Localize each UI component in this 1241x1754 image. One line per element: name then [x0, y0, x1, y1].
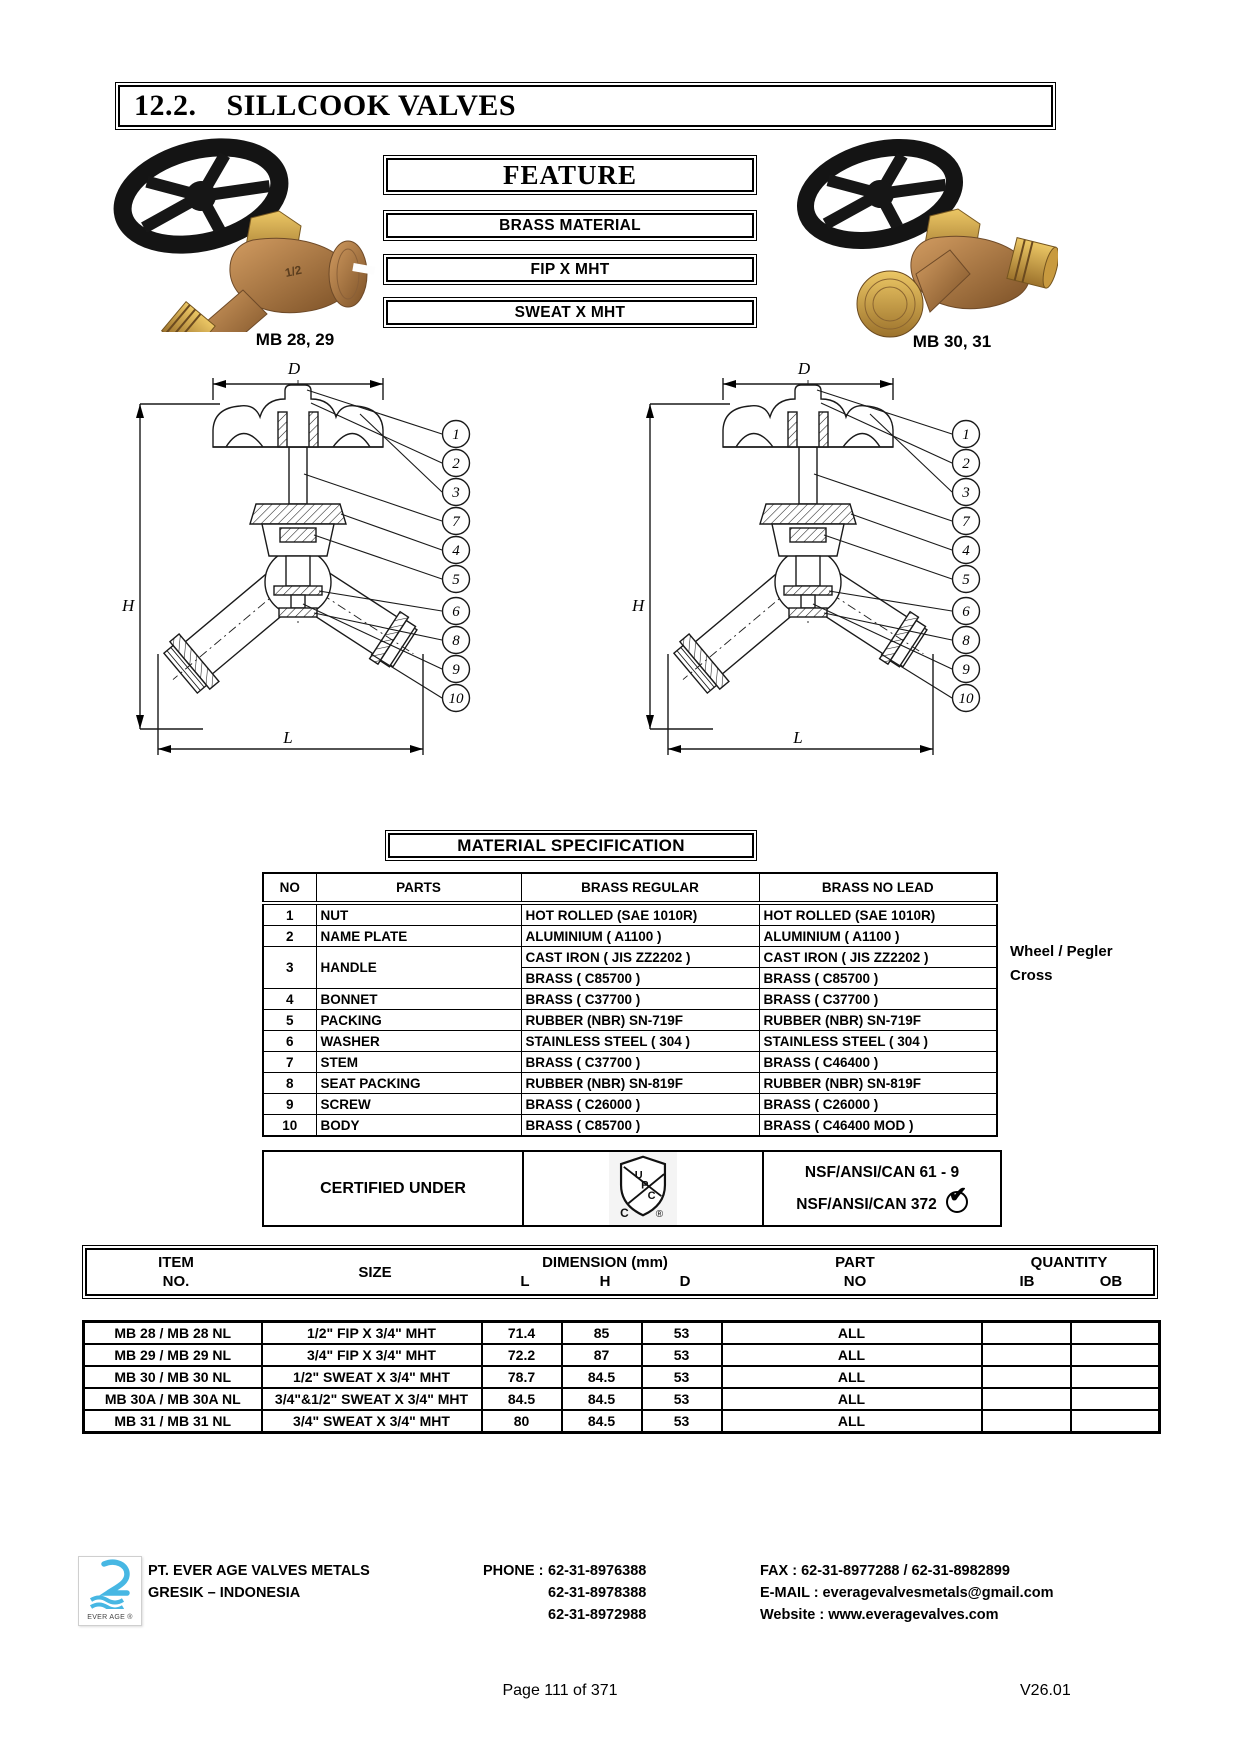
header-part: PART	[835, 1254, 875, 1271]
cell-ob	[1071, 1366, 1160, 1388]
phone-number: 62-31-8976388	[548, 1563, 647, 1579]
cell-part: BONNET	[316, 989, 521, 1010]
cell-item: MB 30 / MB 30 NL	[84, 1366, 262, 1388]
part-row	[263, 1073, 997, 1094]
callout-4: 4	[452, 543, 460, 559]
size-table	[82, 1320, 1161, 1434]
photo-caption-right: MB 30, 31	[912, 332, 992, 351]
cell-part: ALL	[722, 1366, 982, 1388]
part-row	[263, 989, 997, 1010]
spec-header-row	[263, 873, 997, 903]
cell-h: 84.5	[562, 1388, 642, 1410]
everage-logo-icon	[82, 1557, 138, 1609]
callout-7: 7	[962, 514, 970, 530]
callout-8: 8	[452, 633, 460, 649]
callout-10: 10	[958, 691, 974, 707]
cell-part: STEM	[316, 1052, 521, 1073]
cell-part: SEAT PACKING	[316, 1073, 521, 1094]
cell-no: 2	[263, 926, 316, 947]
cell-regular: BRASS ( C85700 )	[521, 1115, 759, 1137]
cell-regular: BRASS ( C85700 )	[521, 968, 759, 989]
cell-ib	[982, 1322, 1071, 1345]
part-row	[263, 1031, 997, 1052]
nsf-line-1: NSF/ANSI/CAN 61 - 9	[804, 1163, 960, 1181]
cell-size: 1/2" SWEAT X 3/4" MHT	[262, 1366, 482, 1388]
table-row	[84, 1366, 1160, 1388]
company-city: GRESIK – INDONESIA	[148, 1585, 301, 1601]
photo-caption-left: MB 28, 29	[255, 330, 335, 349]
cell-ib	[982, 1388, 1071, 1410]
dimension-label-l: L	[283, 728, 293, 747]
callout-8: 8	[962, 633, 970, 649]
upc-cell	[522, 1152, 764, 1225]
cell-no: 7	[263, 1052, 316, 1073]
cell-no: 3	[263, 947, 316, 989]
cell-d: 53	[642, 1388, 722, 1410]
cell-part: ALL	[722, 1344, 982, 1366]
cell-part: ALL	[722, 1388, 982, 1410]
cell-regular: STAINLESS STEEL ( 304 )	[521, 1031, 759, 1052]
feature-item-brass-material: BRASS MATERIAL	[499, 216, 641, 234]
cell-d: 53	[642, 1344, 722, 1366]
upc-letter-p: P	[641, 1179, 649, 1192]
cell-h: 85	[562, 1322, 642, 1345]
cell-regular: ALUMINIUM ( A1100 )	[521, 926, 759, 947]
cell-part: NUT	[316, 903, 521, 926]
part-row	[263, 1094, 997, 1115]
col-header-parts: PARTS	[316, 873, 521, 903]
valve-photo-mb28-29	[103, 122, 377, 332]
cell-ob	[1071, 1344, 1160, 1366]
col-header-no: NO	[263, 873, 316, 903]
cell-regular: RUBBER (NBR) SN-719F	[521, 1010, 759, 1031]
page-number: Page 111 of 371	[502, 1682, 618, 1699]
cell-ob	[1071, 1388, 1160, 1410]
certified-under-box	[262, 1150, 1002, 1227]
header-ib: IB	[1019, 1273, 1035, 1290]
callout-9: 9	[452, 662, 460, 678]
email-line: E-MAIL : everagevalvesmetals@gmail.com	[760, 1585, 1054, 1601]
cell-no-lead: HOT ROLLED (SAE 1010R)	[759, 903, 997, 926]
feature-item-box	[383, 297, 757, 328]
handle-note-line1: Wheel / Pegler	[1010, 943, 1113, 960]
cell-ob	[1071, 1410, 1160, 1433]
phone-label: PHONE :	[483, 1563, 544, 1579]
header-size: SIZE	[358, 1263, 392, 1281]
callout-5: 5	[962, 572, 970, 588]
cell-l: 78.7	[482, 1366, 562, 1388]
cell-part: NAME PLATE	[316, 926, 521, 947]
cell-item: MB 29 / MB 29 NL	[84, 1344, 262, 1366]
cell-no-lead: STAINLESS STEEL ( 304 )	[759, 1031, 997, 1052]
nsf-cell	[764, 1152, 1000, 1225]
cell-ib	[982, 1410, 1071, 1433]
callout-4: 4	[962, 543, 970, 559]
cell-no: 5	[263, 1010, 316, 1031]
website-line: Website : www.everagevalves.com	[760, 1607, 999, 1623]
body-marking: 1/2	[283, 262, 303, 280]
part-row	[263, 1010, 997, 1031]
nsf-line-2	[796, 1181, 968, 1214]
handle-note-line2: Cross	[1010, 967, 1053, 984]
col-header-brass-regular: BRASS REGULAR	[521, 873, 759, 903]
valve-photo-mb30-31	[788, 124, 1058, 340]
cell-no-lead: BRASS ( C85700 )	[759, 968, 997, 989]
cell-ib	[982, 1344, 1071, 1366]
cell-part: WASHER	[316, 1031, 521, 1052]
header-quantity: QUANTITY	[1030, 1254, 1108, 1271]
header-dim-l: L	[520, 1273, 530, 1290]
header-item-no: NO.	[162, 1273, 190, 1290]
callout-10: 10	[448, 691, 464, 707]
cell-l: 72.2	[482, 1344, 562, 1366]
header-item: ITEM	[158, 1254, 194, 1271]
cell-no-lead: BRASS ( C37700 )	[759, 989, 997, 1010]
cell-no-lead: BRASS ( C46400 MOD )	[759, 1115, 997, 1137]
material-spec-heading-box	[385, 830, 757, 861]
part-row	[263, 1052, 997, 1073]
cell-part: ALL	[722, 1410, 982, 1433]
logo-caption: EVER AGE ®	[87, 1614, 133, 1621]
cell-h: 87	[562, 1344, 642, 1366]
upc-shield-logo	[609, 1152, 677, 1225]
part-row	[263, 1115, 997, 1137]
header-ob: OB	[1099, 1273, 1123, 1290]
cell-no: 10	[263, 1115, 316, 1137]
dimension-label-h: H	[122, 596, 135, 615]
cell-size: 1/2" FIP X 3/4" MHT	[262, 1322, 482, 1345]
cell-part: HANDLE	[316, 947, 521, 989]
cell-no: 8	[263, 1073, 316, 1094]
certified-under-label: CERTIFIED UNDER	[320, 1179, 466, 1197]
cell-l: 71.4	[482, 1322, 562, 1345]
cell-part: SCREW	[316, 1094, 521, 1115]
cell-ob	[1071, 1322, 1160, 1345]
phone-number: 62-31-8972988	[548, 1607, 647, 1623]
table-row	[84, 1344, 1160, 1366]
callout-9: 9	[962, 662, 970, 678]
cell-no-lead: BRASS ( C46400 )	[759, 1052, 997, 1073]
nsf-check-icon: ✔	[946, 1191, 968, 1213]
cell-part: ALL	[722, 1322, 982, 1345]
cell-regular: BRASS ( C26000 )	[521, 1094, 759, 1115]
callout-5: 5	[452, 572, 460, 588]
cell-no-lead: CAST IRON ( JIS ZZ2202 )	[759, 947, 997, 968]
cell-d: 53	[642, 1322, 722, 1345]
feature-item-fip-x-mht: FIP X MHT	[530, 260, 610, 278]
material-spec-table	[262, 872, 998, 1137]
cell-d: 53	[642, 1366, 722, 1388]
header-dimension: DIMENSION (mm)	[542, 1254, 668, 1271]
size-table-header-box	[82, 1245, 1158, 1299]
part-row	[263, 926, 997, 947]
cell-no-lead: ALUMINIUM ( A1100 )	[759, 926, 997, 947]
dimension-label-d: D	[797, 359, 811, 378]
contact-block	[760, 1560, 1054, 1626]
table-row	[84, 1410, 1160, 1433]
upc-letter-u: U	[634, 1169, 643, 1182]
valve-diagram-mb28-29	[108, 354, 508, 769]
callout-2: 2	[962, 456, 970, 472]
callout-7: 7	[452, 514, 460, 530]
callout-2: 2	[452, 456, 460, 472]
section-name: SILLCOOK VALVES	[226, 89, 517, 122]
cell-no-lead: BRASS ( C26000 )	[759, 1094, 997, 1115]
callout-6: 6	[962, 604, 970, 620]
feature-item-box	[383, 210, 757, 241]
cell-item: MB 30A / MB 30A NL	[84, 1388, 262, 1410]
valve-diagram-mb30-31	[618, 354, 1018, 769]
feature-heading: FEATURE	[502, 159, 637, 190]
company-name: PT. EVER AGE VALVES METALS	[148, 1563, 370, 1579]
callout-1: 1	[452, 427, 460, 443]
registered-mark: ®	[655, 1209, 664, 1218]
cell-part: BODY	[316, 1115, 521, 1137]
cell-no-lead: RUBBER (NBR) SN-819F	[759, 1073, 997, 1094]
cell-no: 6	[263, 1031, 316, 1052]
callout-1: 1	[962, 427, 970, 443]
cell-part: PACKING	[316, 1010, 521, 1031]
cell-l: 84.5	[482, 1388, 562, 1410]
callout-3: 3	[452, 485, 460, 501]
callout-3: 3	[962, 485, 970, 501]
version-label: V26.01	[1020, 1682, 1071, 1699]
feature-item-sweat-x-mht: SWEAT X MHT	[514, 303, 626, 321]
cell-regular: RUBBER (NBR) SN-819F	[521, 1073, 759, 1094]
phone-number: 62-31-8978388	[548, 1585, 647, 1601]
table-row	[84, 1322, 1160, 1345]
cell-no: 1	[263, 903, 316, 926]
cell-regular: BRASS ( C37700 )	[521, 1052, 759, 1073]
handle-type-note	[1010, 940, 1113, 988]
phone-numbers	[548, 1560, 646, 1626]
part-row	[263, 903, 997, 926]
cell-d: 53	[642, 1410, 722, 1433]
page-title	[134, 89, 516, 123]
fax-line: FAX : 62-31-8977288 / 62-31-8982899	[760, 1563, 1010, 1579]
part-row	[263, 947, 997, 968]
cell-h: 84.5	[562, 1366, 642, 1388]
material-spec-heading: MATERIAL SPECIFICATION	[457, 835, 685, 855]
upc-bottom-c: C	[620, 1206, 629, 1218]
cell-item: MB 28 / MB 28 NL	[84, 1322, 262, 1345]
header-dim-h: H	[599, 1273, 611, 1290]
dimension-label-d: D	[287, 359, 301, 378]
company-logo	[78, 1556, 142, 1626]
company-block	[148, 1560, 370, 1604]
cell-no-lead: RUBBER (NBR) SN-719F	[759, 1010, 997, 1031]
cell-regular: BRASS ( C37700 )	[521, 989, 759, 1010]
cell-ib	[982, 1366, 1071, 1388]
dimension-label-h: H	[632, 596, 645, 615]
cell-h: 84.5	[562, 1410, 642, 1433]
section-number: 12.2.	[134, 89, 197, 122]
table-row	[84, 1388, 1160, 1410]
dimension-label-l: L	[793, 728, 803, 747]
cell-no: 4	[263, 989, 316, 1010]
cell-size: 3/4" SWEAT X 3/4" MHT	[262, 1410, 482, 1433]
col-header-brass-no-lead: BRASS NO LEAD	[759, 873, 997, 903]
cell-no: 9	[263, 1094, 316, 1115]
callout-bubbles	[953, 421, 980, 712]
cell-size: 3/4" FIP X 3/4" MHT	[262, 1344, 482, 1366]
callout-6: 6	[452, 604, 460, 620]
callout-bubbles	[443, 421, 470, 712]
feature-heading-box	[383, 155, 757, 195]
header-part-no: NO	[843, 1273, 867, 1290]
header-dim-d: D	[679, 1273, 691, 1290]
nsf-line-2-text: NSF/ANSI/CAN 372	[796, 1195, 937, 1213]
cell-size: 3/4"&1/2" SWEAT X 3/4" MHT	[262, 1388, 482, 1410]
feature-item-box	[383, 254, 757, 285]
cell-l: 80	[482, 1410, 562, 1433]
cell-regular: CAST IRON ( JIS ZZ2202 )	[521, 947, 759, 968]
cell-item: MB 31 / MB 31 NL	[84, 1410, 262, 1433]
upc-letter-c: C	[647, 1189, 656, 1202]
cell-regular: HOT ROLLED (SAE 1010R)	[521, 903, 759, 926]
